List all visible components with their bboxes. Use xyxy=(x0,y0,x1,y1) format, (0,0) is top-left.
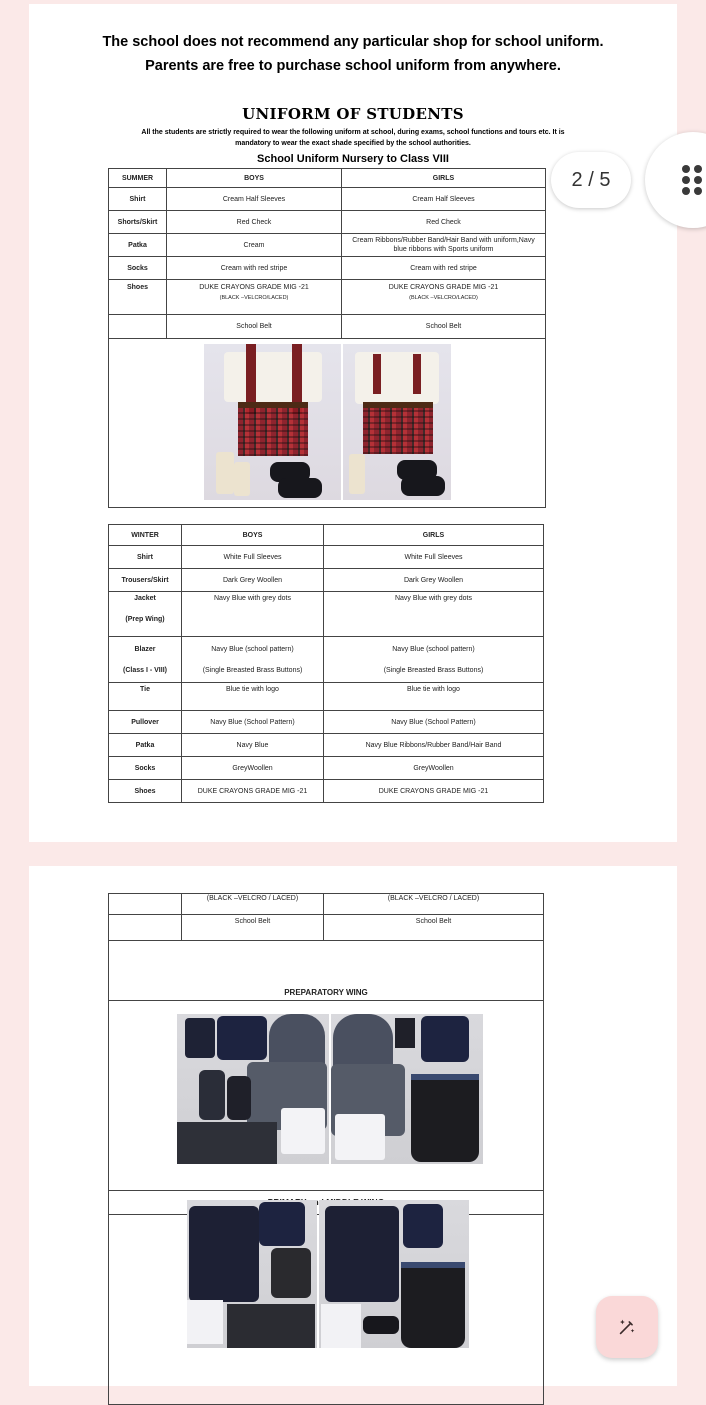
boys-cell: White Full Sleeves xyxy=(182,546,324,569)
row-label: Patka xyxy=(109,734,182,757)
girls-cell xyxy=(342,234,546,257)
boys-cell-line-1: DUKE CRAYONS GRADE MIG -21 xyxy=(199,284,309,291)
row-label xyxy=(109,315,167,339)
boys-header: BOYS xyxy=(182,525,324,546)
girls-cell xyxy=(324,637,544,683)
boys-cell: Navy Blue with grey dots xyxy=(182,592,324,637)
girls-cell-line-2: blue ribbons with Sports uniform xyxy=(393,246,494,253)
drag-dots-icon xyxy=(682,165,704,195)
boys-cell: School Belt xyxy=(167,315,342,339)
girls-cell-line-1: Navy Blue (school pattern) xyxy=(392,645,475,653)
row-label xyxy=(109,637,182,683)
row-label: Shorts/Skirt xyxy=(109,211,167,234)
requirement-line-2: mandatory to wear the exact shade specified by the school authorities. xyxy=(235,140,471,147)
row-label xyxy=(109,915,182,941)
row-label: Tie xyxy=(109,683,182,711)
preparatory-boys-uniform-photo xyxy=(177,1014,329,1164)
row-label-line-2: (Class I - VIII) xyxy=(123,666,167,674)
girls-cell: Cream Half Sleeves xyxy=(342,188,546,211)
winter-uniform-table xyxy=(108,524,544,803)
table-row xyxy=(109,734,544,757)
girls-cell-line-2: (Single Breasted Brass Buttons) xyxy=(383,666,484,674)
preparatory-wing-title: PREPARATORY WING xyxy=(109,985,544,1001)
girls-cell: Cream with red stripe xyxy=(342,257,546,280)
primary-boys-uniform-photo xyxy=(187,1200,317,1348)
boys-cell: Navy Blue (School Pattern) xyxy=(182,711,324,734)
row-label: Pullover xyxy=(109,711,182,734)
table-header-row xyxy=(109,525,544,546)
boys-cell: School Belt xyxy=(182,915,324,941)
girls-cell: Navy Blue Ribbons/Rubber Band/Hair Band xyxy=(324,734,544,757)
table-row xyxy=(109,546,544,569)
girls-cell: Navy Blue with grey dots xyxy=(324,592,544,637)
document-page-2 xyxy=(29,4,677,842)
summer-header: SUMMER xyxy=(109,169,167,188)
table-row xyxy=(109,637,544,683)
girls-cell: School Belt xyxy=(342,315,546,339)
row-label: Trousers/Skirt xyxy=(109,569,182,592)
girls-cell-line-1: DUKE CRAYONS GRADE MIG -21 xyxy=(388,284,499,291)
row-label: Shirt xyxy=(109,546,182,569)
girls-cell: Navy Blue (School Pattern) xyxy=(324,711,544,734)
uniform-title: UNIFORM OF STUDENTS xyxy=(242,105,464,123)
boys-cell: Cream with red stripe xyxy=(167,257,342,280)
table-header-row xyxy=(109,169,546,188)
boys-cell xyxy=(167,280,342,315)
requirement-line-1: All the students are strictly required to wear the following uniform at school, during exams, school functions and tours etc. It is xyxy=(141,129,565,136)
row-label-line-2: (Prep Wing) xyxy=(125,616,165,623)
notice-line-2: Parents are free to purchase school uniform from anywhere. xyxy=(145,58,561,74)
table-row xyxy=(109,592,544,637)
edit-fab-button[interactable] xyxy=(596,1296,658,1358)
row-label xyxy=(109,592,182,637)
table-row xyxy=(109,985,544,1001)
boys-cell: Blue tie with logo xyxy=(182,683,324,711)
girls-cell: (BLACK –VELCRO / LACED) xyxy=(324,894,544,915)
document-page-3 xyxy=(29,866,677,1386)
row-label: Shoes xyxy=(109,780,182,803)
row-label: Socks xyxy=(109,757,182,780)
table-row xyxy=(109,941,544,985)
table-row xyxy=(109,683,544,711)
table-row xyxy=(109,780,544,803)
girls-cell xyxy=(342,280,546,315)
row-label-line-1: Blazer xyxy=(134,645,156,653)
girls-cell: GreyWoollen xyxy=(324,757,544,780)
table-row xyxy=(109,280,546,315)
boys-cell: GreyWoollen xyxy=(182,757,324,780)
boys-cell: Navy Blue xyxy=(182,734,324,757)
edit-sparkle-icon xyxy=(616,1316,638,1338)
preparatory-girls-uniform-photo xyxy=(331,1014,483,1164)
table-row xyxy=(109,188,546,211)
boys-cell: (BLACK –VELCRO / LACED) xyxy=(182,894,324,915)
girls-cell: White Full Sleeves xyxy=(324,546,544,569)
girls-cell: Red Check xyxy=(342,211,546,234)
winter-header: WINTER xyxy=(109,525,182,546)
row-label xyxy=(109,894,182,915)
row-label: Patka xyxy=(109,234,167,257)
page-indicator-text: 2 / 5 xyxy=(571,168,611,191)
table-row xyxy=(109,315,546,339)
table-row xyxy=(109,915,544,941)
boys-cell: Cream Half Sleeves xyxy=(167,188,342,211)
girls-cell: Dark Grey Woollen xyxy=(324,569,544,592)
boys-cell-line-2: (BLACK –VELCRO/LACED) xyxy=(219,295,289,301)
row-label: Shoes xyxy=(109,280,167,315)
girls-cell: DUKE CRAYONS GRADE MIG -21 xyxy=(324,780,544,803)
boys-cell-line-1: Navy Blue (school pattern) xyxy=(211,645,294,653)
table-row xyxy=(109,234,546,257)
boys-cell xyxy=(182,637,324,683)
table-row xyxy=(109,894,544,915)
notice-line-1: The school does not recommend any particular shop for school uniform. xyxy=(102,34,604,50)
table-row xyxy=(109,711,544,734)
girls-cell-line-2: (BLACK –VELCRO/LACED) xyxy=(409,295,478,301)
girls-cell: Blue tie with logo xyxy=(324,683,544,711)
row-label: Shirt xyxy=(109,188,167,211)
table-row xyxy=(109,211,546,234)
spacer-cell xyxy=(109,941,544,985)
girls-header: GIRLS xyxy=(324,525,544,546)
boys-cell: Red Check xyxy=(167,211,342,234)
section-title: School Uniform Nursery to Class VIII xyxy=(257,153,449,165)
summer-boys-uniform-photo xyxy=(204,344,341,500)
girls-cell: School Belt xyxy=(324,915,544,941)
page-indicator[interactable] xyxy=(551,152,631,208)
boys-cell: Dark Grey Woollen xyxy=(182,569,324,592)
girls-header: GIRLS xyxy=(342,169,546,188)
summer-girls-uniform-photo xyxy=(343,344,451,500)
boys-cell: DUKE CRAYONS GRADE MIG -21 xyxy=(182,780,324,803)
table-row xyxy=(109,257,546,280)
primary-girls-uniform-photo xyxy=(319,1200,469,1348)
row-label: Socks xyxy=(109,257,167,280)
row-label-line-1: Jacket xyxy=(134,595,156,602)
boys-cell: Cream xyxy=(167,234,342,257)
girls-cell-line-1: Cream Ribbons/Rubber Band/Hair Band with uniform,Navy xyxy=(352,237,535,244)
table-row xyxy=(109,757,544,780)
table-row xyxy=(109,569,544,592)
boys-cell-line-2: (Single Breasted Brass Buttons) xyxy=(202,666,303,674)
boys-header: BOYS xyxy=(167,169,342,188)
